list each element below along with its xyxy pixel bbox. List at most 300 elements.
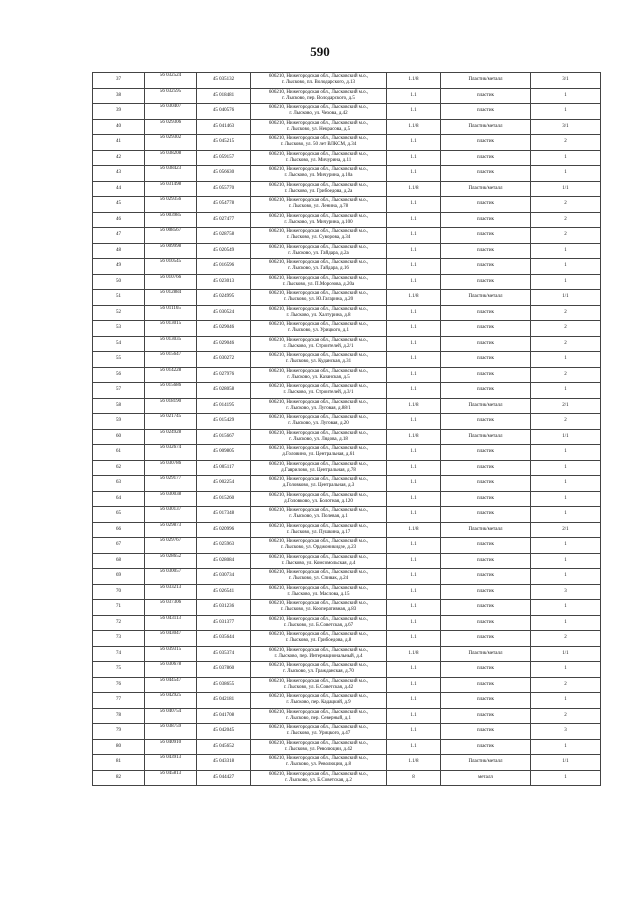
container-count: 2 <box>531 305 601 321</box>
table-row <box>93 383 601 399</box>
container-material: пластик <box>441 135 531 151</box>
container-material: пластик <box>441 212 531 228</box>
container-type: 1.1 <box>387 538 441 554</box>
container-type: 1.1 <box>387 259 441 275</box>
container-material: Пластик/металл <box>441 181 531 197</box>
container-count: 2 <box>531 414 601 430</box>
site-address <box>251 367 387 383</box>
table-row <box>93 662 601 678</box>
container-type: 1.1 <box>387 553 441 569</box>
address-line-1: 606210, Нижегородская обл., Лысковский м.о., <box>268 368 369 374</box>
table-row <box>93 569 601 585</box>
site-address <box>251 197 387 213</box>
container-type: 1.1 <box>387 336 441 352</box>
site-id: 56 043113 <box>145 615 197 631</box>
site-code: 45 040576 <box>197 104 251 120</box>
container-material: Пластик/металл <box>441 290 531 306</box>
container-type: 1.1/8 <box>387 755 441 771</box>
site-address <box>251 646 387 662</box>
address-line-1: 606210, Нижегородская обл., Лысковский м.о., <box>268 461 369 467</box>
row-number: 37 <box>93 73 145 89</box>
container-count: 1/1 <box>531 755 601 771</box>
container-count: 2 <box>531 212 601 228</box>
table-row <box>93 724 601 740</box>
row-number: 41 <box>93 135 145 151</box>
site-code: 45 028084 <box>197 553 251 569</box>
site-id: 56 015686 <box>145 383 197 399</box>
address-line-2: г. Лысково, ул. Гражданская, д.70 <box>283 669 354 675</box>
container-count: 1 <box>531 166 601 182</box>
site-id: 56 031498 <box>145 181 197 197</box>
site-address <box>251 150 387 166</box>
row-number: 77 <box>93 693 145 709</box>
site-code: 45 041463 <box>197 119 251 135</box>
site-code: 45 035374 <box>197 646 251 662</box>
container-material: пластик <box>441 445 531 461</box>
table-row <box>93 88 601 104</box>
container-type: 1.1 <box>387 197 441 213</box>
container-material: пластик <box>441 383 531 399</box>
container-material: Пластик/металл <box>441 755 531 771</box>
table-row <box>93 259 601 275</box>
container-count: 2 <box>531 631 601 647</box>
address-line-2: г. Лысково, ул. Пушкина, д.17 <box>286 529 351 535</box>
site-address <box>251 290 387 306</box>
address-line-1: 606210, Нижегородская обл., Лысковский м.о., <box>268 89 369 95</box>
site-id: 56 042925 <box>145 693 197 709</box>
container-count: 1/1 <box>531 429 601 445</box>
address-line-1: 606210, Нижегородская обл., Лысковский м.о., <box>268 415 369 421</box>
site-code: 45 041708 <box>197 708 251 724</box>
container-count: 1 <box>531 553 601 569</box>
address-line-2: г. Лысково, ул. Мичурина, д.11 <box>285 157 352 163</box>
address-line-2: г. Лысково, ул. Комсомольская, д.4 <box>281 560 356 566</box>
site-code: 45 030524 <box>197 305 251 321</box>
row-number: 79 <box>93 724 145 740</box>
container-type: 1.1 <box>387 662 441 678</box>
container-material: пластик <box>441 476 531 492</box>
container-material: пластик <box>441 491 531 507</box>
container-material: пластик <box>441 600 531 616</box>
address-line-2: г. Лысково, ул. Урицкого, д.47 <box>286 731 351 737</box>
container-count: 1 <box>531 88 601 104</box>
row-number: 53 <box>93 321 145 337</box>
site-address <box>251 538 387 554</box>
container-type: 1.1 <box>387 367 441 383</box>
container-material: пластик <box>441 708 531 724</box>
site-address <box>251 553 387 569</box>
site-code: 45 038655 <box>197 677 251 693</box>
site-code: 45 031236 <box>197 600 251 616</box>
address-line-1: 606210, Нижегородская обл., Лысковский м.о., <box>268 678 369 684</box>
address-line-2: г. Лысково, ул. Ю.Гагарина, д.20 <box>283 297 354 303</box>
address-line-2: г. Лысково, ул. Урицкого, д.1 <box>287 328 350 334</box>
container-type: 1.1/8 <box>387 119 441 135</box>
row-number: 44 <box>93 181 145 197</box>
address-line-2: г. Лысково, пер. Северный, д.1 <box>285 715 352 721</box>
row-number: 65 <box>93 507 145 523</box>
site-code: 45 045652 <box>197 739 251 755</box>
site-code: 45 015429 <box>197 414 251 430</box>
site-code: 45 029046 <box>197 321 251 337</box>
container-material: Пластик/металл <box>441 646 531 662</box>
address-line-2: г. Лысково, пер. Кадацкий, д.9 <box>286 700 351 706</box>
row-number: 48 <box>93 243 145 259</box>
address-line-2: г. Лысково, ул. Лядова, д.18 <box>289 436 348 442</box>
address-line-1: 606210, Нижегородская обл., Лысковский м.о., <box>268 508 369 514</box>
container-type: 1.1/8 <box>387 181 441 197</box>
address-line-1: 606210, Нижегородская обл., Лысковский м.о., <box>268 647 369 653</box>
container-count: 2 <box>531 708 601 724</box>
container-count: 1 <box>531 538 601 554</box>
address-line-1: 606210, Нижегородская обл., Лысковский м.о., <box>268 167 369 173</box>
address-line-1: 606210, Нижегородская обл., Лысковский м.о., <box>268 306 369 312</box>
address-line-1: 606210, Нижегородская обл., Лысковский м.о., <box>268 213 369 219</box>
container-count: 3 <box>531 584 601 600</box>
row-number: 66 <box>93 522 145 538</box>
container-type: 1.1/8 <box>387 398 441 414</box>
container-type: 1.1 <box>387 724 441 740</box>
container-type: 1.1 <box>387 693 441 709</box>
container-type: 1.1 <box>387 739 441 755</box>
row-number: 63 <box>93 476 145 492</box>
container-material: Пластик/металл <box>441 429 531 445</box>
site-address <box>251 305 387 321</box>
address-line-2: г. Лысково, ул. Орджоникидзе, д.23 <box>280 545 357 551</box>
site-id: 56 032674 <box>145 445 197 461</box>
table-row <box>93 522 601 538</box>
address-line-2: г. Лысково, ул. Кооперативная, д.83 <box>280 607 357 613</box>
address-line-2: г. Лысково, ул. Полевая, д.1 <box>289 514 348 520</box>
address-line-2: д.Головино, ул. Центральная, д.61 <box>282 452 355 458</box>
container-count: 1 <box>531 352 601 368</box>
site-address <box>251 724 387 740</box>
site-id: 56 013035 <box>145 336 197 352</box>
row-number: 46 <box>93 212 145 228</box>
site-address <box>251 708 387 724</box>
table-row <box>93 321 601 337</box>
container-count: 1/1 <box>531 181 601 197</box>
container-type: 1.1 <box>387 243 441 259</box>
address-line-2: г. Лысково, ул. Строителей, д.3/1 <box>283 390 354 396</box>
site-address <box>251 336 387 352</box>
site-id: 56 038423 <box>145 166 197 182</box>
container-type: 1.1 <box>387 476 441 492</box>
container-count: 2 <box>531 228 601 244</box>
site-code: 45 028758 <box>197 228 251 244</box>
site-address <box>251 739 387 755</box>
container-material: пластик <box>441 538 531 554</box>
address-line-2: г. Лысково, ул. Ленина, д.78 <box>288 204 349 210</box>
container-material: Пластик/металл <box>441 398 531 414</box>
site-id: 56 014228 <box>145 367 197 383</box>
address-line-1: 606210, Нижегородская обл., Лысковский м.о., <box>268 353 369 359</box>
container-material: пластик <box>441 352 531 368</box>
container-material: пластик <box>441 88 531 104</box>
address-line-1: 606210, Нижегородская обл., Лысковский м.о., <box>268 337 369 343</box>
site-id: 56 030038 <box>145 491 197 507</box>
site-id: 56 037306 <box>145 600 197 616</box>
table-row <box>93 646 601 662</box>
container-material: пластик <box>441 166 531 182</box>
site-address <box>251 181 387 197</box>
site-address <box>251 507 387 523</box>
container-type: 1.1 <box>387 600 441 616</box>
site-address <box>251 476 387 492</box>
row-number: 42 <box>93 150 145 166</box>
container-material: пластик <box>441 197 531 213</box>
address-line-1: 606210, Нижегородская обл., Лысковский м.о., <box>268 477 369 483</box>
container-type: 1.1 <box>387 383 441 399</box>
container-count: 2 <box>531 135 601 151</box>
site-code: 45 009805 <box>197 445 251 461</box>
container-type: 1.1 <box>387 445 441 461</box>
address-line-1: 606210, Нижегородская обл., Лысковский м.о., <box>268 182 369 188</box>
table-row <box>93 677 601 693</box>
site-id: 56 032524 <box>145 73 197 89</box>
site-id: 56 032595 <box>145 88 197 104</box>
site-id: 56 024928 <box>145 429 197 445</box>
row-number: 71 <box>93 600 145 616</box>
row-number: 78 <box>93 708 145 724</box>
site-address <box>251 770 387 786</box>
container-material: пластик <box>441 305 531 321</box>
container-type: 1.1 <box>387 708 441 724</box>
site-address <box>251 212 387 228</box>
container-count: 2 <box>531 321 601 337</box>
container-type: 1.1 <box>387 305 441 321</box>
site-code: 45 029046 <box>197 336 251 352</box>
container-count: 1 <box>531 243 601 259</box>
site-address <box>251 429 387 445</box>
row-number: 82 <box>93 770 145 786</box>
address-line-1: 606210, Нижегородская обл., Лысковский м.о., <box>268 663 369 669</box>
address-line-1: 606210, Нижегородская обл., Лысковский м.о., <box>268 430 369 436</box>
container-material: пластик <box>441 228 531 244</box>
container-material: металл <box>441 770 531 786</box>
address-line-1: 606210, Нижегородская обл., Лысковский м.о., <box>268 244 369 250</box>
site-code: 45 017348 <box>197 507 251 523</box>
container-count: 1 <box>531 739 601 755</box>
container-type: 1.1 <box>387 135 441 151</box>
site-id: 56 030786 <box>145 460 197 476</box>
site-code: 45 056630 <box>197 166 251 182</box>
container-material: Пластик/металл <box>441 522 531 538</box>
site-id: 56 038208 <box>145 150 197 166</box>
container-type: 1.1 <box>387 228 441 244</box>
site-id: 56 044547 <box>145 677 197 693</box>
container-material: пластик <box>441 104 531 120</box>
container-type: 1.1 <box>387 460 441 476</box>
address-line-1: 606210, Нижегородская обл., Лысковский м.о., <box>268 322 369 328</box>
row-number: 62 <box>93 460 145 476</box>
site-code: 45 059157 <box>197 150 251 166</box>
address-line-2: г. Лысково, ул. Мичурина, д.100 <box>284 219 353 225</box>
site-address <box>251 243 387 259</box>
container-material: пластик <box>441 150 531 166</box>
site-address <box>251 259 387 275</box>
container-count: 2 <box>531 336 601 352</box>
address-line-1: 606210, Нижегородская обл., Лысковский м.о., <box>268 446 369 452</box>
site-address <box>251 460 387 476</box>
address-line-2: г. Лысково, пер. Володарского, д.5 <box>282 95 355 101</box>
site-id: 56 003985 <box>145 212 197 228</box>
site-code: 45 045215 <box>197 135 251 151</box>
container-count: 1 <box>531 491 601 507</box>
container-type: 1.1 <box>387 150 441 166</box>
table-row <box>93 228 601 244</box>
container-type: 1.1/8 <box>387 290 441 306</box>
address-line-1: 606210, Нижегородская обл., Лысковский м.о., <box>268 198 369 204</box>
site-address <box>251 615 387 631</box>
table-row <box>93 150 601 166</box>
row-number: 81 <box>93 755 145 771</box>
site-id: 56 033213 <box>145 584 197 600</box>
table-row <box>93 398 601 414</box>
container-material: пластик <box>441 274 531 290</box>
address-line-2: г. Лысково, ул. Б.Советская, д.2 <box>285 777 352 783</box>
table-row <box>93 414 601 430</box>
row-number: 67 <box>93 538 145 554</box>
container-count: 1 <box>531 445 601 461</box>
address-line-2: д.Головково, ул. Центральная, д.3 <box>282 483 355 489</box>
site-code: 45 030272 <box>197 352 251 368</box>
site-id: 56 043913 <box>145 755 197 771</box>
site-address <box>251 352 387 368</box>
table-row <box>93 352 601 368</box>
site-code: 45 025963 <box>197 538 251 554</box>
site-code: 45 015667 <box>197 429 251 445</box>
site-address <box>251 569 387 585</box>
container-count: 3/1 <box>531 119 601 135</box>
table-row <box>93 181 601 197</box>
site-id: 56 018190 <box>145 398 197 414</box>
container-material: пластик <box>441 367 531 383</box>
site-code: 45 014195 <box>197 398 251 414</box>
row-number: 58 <box>93 398 145 414</box>
table-row <box>93 476 601 492</box>
table-row <box>93 445 601 461</box>
container-type: 8 <box>387 770 441 786</box>
site-address <box>251 584 387 600</box>
address-line-2: г. Лысково, ул. Некрасова, д.5 <box>286 126 351 132</box>
address-line-1: 606210, Нижегородская обл., Лысковский м.о., <box>268 771 369 777</box>
site-address <box>251 119 387 135</box>
site-address <box>251 445 387 461</box>
row-number: 61 <box>93 445 145 461</box>
site-id: 56 029177 <box>145 476 197 492</box>
site-id: 56 029873 <box>145 522 197 538</box>
site-id: 56 030137 <box>145 507 197 523</box>
row-number: 51 <box>93 290 145 306</box>
address-line-1: 606210, Нижегородская обл., Лысковский м.о., <box>268 756 369 762</box>
site-code: 45 042045 <box>197 724 251 740</box>
site-address <box>251 414 387 430</box>
site-id: 56 011165 <box>145 305 197 321</box>
address-line-2: г. Лысково, ул. Б.Советская, д.42 <box>283 684 354 690</box>
container-type: 1.1 <box>387 212 441 228</box>
address-line-2: г. Лысково, ул. Луговая, д.20 <box>288 421 349 427</box>
row-number: 43 <box>93 166 145 182</box>
address-line-2: г. Лысково, ул. Чехова, д.42 <box>289 111 348 117</box>
row-number: 54 <box>93 336 145 352</box>
site-code: 45 054778 <box>197 197 251 213</box>
address-line-2: г. Лысково, ул. Строителей, д.2/1 <box>283 343 354 349</box>
site-id: 56 010545 <box>145 259 197 275</box>
address-line-2: г. Лысково, ул. 50 лет ВЛКСМ, д.34 <box>280 142 357 148</box>
container-material: Пластик/металл <box>441 119 531 135</box>
address-line-1: 606210, Нижегородская обл., Лысковский м.о., <box>268 632 369 638</box>
address-line-2: г. Лысково, ул. Б.Советская, д.67 <box>283 622 354 628</box>
address-line-1: 606210, Нижегородская обл., Лысковский м.о., <box>268 694 369 700</box>
address-line-1: 606210, Нижегородская обл., Лысковский м.о., <box>268 74 369 80</box>
table-row <box>93 755 601 771</box>
site-code: 45 035644 <box>197 631 251 647</box>
container-count: 1 <box>531 476 601 492</box>
row-number: 49 <box>93 259 145 275</box>
container-type: 1.1/8 <box>387 522 441 538</box>
container-type: 1.1 <box>387 274 441 290</box>
table-row <box>93 584 601 600</box>
site-code: 45 026541 <box>197 584 251 600</box>
site-address <box>251 166 387 182</box>
container-type: 1.1 <box>387 321 441 337</box>
container-type: 1.1 <box>387 631 441 647</box>
container-material: пластик <box>441 414 531 430</box>
site-id: 56 012884 <box>145 290 197 306</box>
container-type: 1.1 <box>387 677 441 693</box>
site-code: 45 027477 <box>197 212 251 228</box>
site-address <box>251 631 387 647</box>
site-code: 45 035132 <box>197 73 251 89</box>
site-address <box>251 522 387 538</box>
container-count: 1 <box>531 569 601 585</box>
address-line-2: д.Головково, ул. Болотная, д.120 <box>284 498 353 504</box>
table-row <box>93 429 601 445</box>
container-material: пластик <box>441 693 531 709</box>
container-count: 3/1 <box>531 73 601 89</box>
container-count: 1 <box>531 104 601 120</box>
row-number: 57 <box>93 383 145 399</box>
site-id: 56 010766 <box>145 274 197 290</box>
site-code: 45 002254 <box>197 476 251 492</box>
table-row <box>93 631 601 647</box>
site-id: 56 009998 <box>145 243 197 259</box>
address-line-2: г. Лысково, ул. Революции, д.8 <box>286 762 351 768</box>
row-number: 76 <box>93 677 145 693</box>
container-count: 1/1 <box>531 290 601 306</box>
row-number: 38 <box>93 88 145 104</box>
site-address <box>251 274 387 290</box>
site-id: 56 029302 <box>145 135 197 151</box>
container-count: 2/1 <box>531 398 601 414</box>
address-line-1: 606210, Нижегородская обл., Лысковский м.о., <box>268 399 369 405</box>
table-row <box>93 553 601 569</box>
site-id: 56 040754 <box>145 708 197 724</box>
row-number: 75 <box>93 662 145 678</box>
container-count: 1 <box>531 383 601 399</box>
site-id: 56 030678 <box>145 662 197 678</box>
address-line-1: 606210, Нижегородская обл., Лысковский м.о., <box>268 229 369 235</box>
site-id: 56 029356 <box>145 197 197 213</box>
container-material: пластик <box>441 631 531 647</box>
address-line-1: 606210, Нижегородская обл., Лысковский м.о., <box>268 151 369 157</box>
container-type: 1.1/8 <box>387 646 441 662</box>
address-line-2: г. Лысково, ул. Казанская, д.5 <box>287 374 350 380</box>
address-line-2: г. Лысково, ул. Маслова, д.15 <box>287 591 350 597</box>
site-address <box>251 755 387 771</box>
table-row <box>93 491 601 507</box>
